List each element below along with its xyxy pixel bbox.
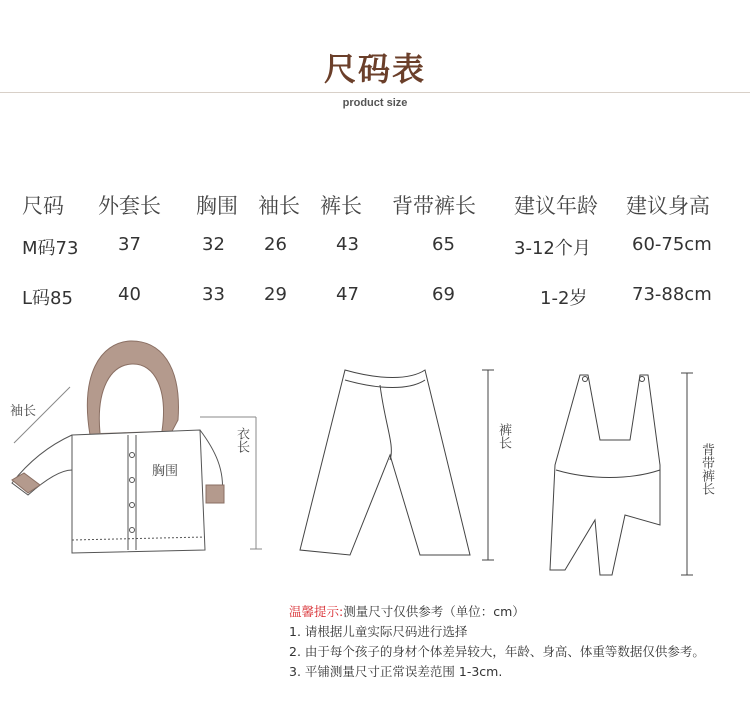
cell-overalls: 65 <box>432 234 455 255</box>
header-jacket-length: 外套长 <box>98 194 161 218</box>
jacket-length-label: 衣长 <box>234 427 249 453</box>
garment-diagrams <box>0 335 750 595</box>
page-title: 尺码表 <box>323 50 426 88</box>
cell-overalls: 69 <box>432 284 455 305</box>
chest-label: 胸围 <box>152 464 179 479</box>
cell-pants: 47 <box>336 284 359 305</box>
cell-sleeve: 29 <box>264 284 287 305</box>
note-item: 2. 由于每个孩子的身材个体差异较大，年龄、身高、体重等数据仅供参考。 <box>289 644 705 659</box>
header-size: 尺码 <box>22 194 64 218</box>
overalls-length-label: 背带裤长 <box>699 443 714 495</box>
overalls-drawing <box>550 375 660 575</box>
garment-illustrations <box>0 335 750 595</box>
header-overalls-length: 背带裤长 <box>392 194 476 218</box>
pants-length-label: 裤长 <box>496 423 511 449</box>
notes-heading-line <box>289 602 705 622</box>
cell-jacket: 40 <box>118 284 141 305</box>
notes-heading-rest: 测量尺寸仅供参考（单位：cm） <box>343 604 525 619</box>
note-item: 3. 平铺测量尺寸正常误差范围 1-3cm. <box>289 664 503 679</box>
notes-heading: 温馨提示: <box>289 604 344 619</box>
note-item: 1. 请根据儿童实际尺码进行选择 <box>289 624 468 639</box>
header-sleeve: 袖长 <box>258 194 300 218</box>
cell-size: M码73 <box>22 238 79 259</box>
title-divider <box>0 92 750 93</box>
table-header-row <box>22 190 732 238</box>
cell-age: 3-12个月 <box>514 238 591 259</box>
table-row <box>22 284 732 334</box>
cell-sleeve: 26 <box>264 234 287 255</box>
table-row <box>22 234 732 284</box>
header-chest: 胸围 <box>196 194 238 218</box>
size-table <box>22 190 732 334</box>
sleeve-label: 袖长 <box>10 404 37 419</box>
cell-size: L码85 <box>22 288 73 309</box>
header-age: 建议年龄 <box>514 194 598 218</box>
cell-jacket: 37 <box>118 234 141 255</box>
cell-height: 73-88cm <box>632 284 712 305</box>
cell-pants: 43 <box>336 234 359 255</box>
cell-chest: 33 <box>202 284 225 305</box>
page-subtitle: product size <box>342 97 408 109</box>
header-pants-length: 裤长 <box>320 194 362 218</box>
cell-chest: 32 <box>202 234 225 255</box>
pants-drawing <box>300 370 470 555</box>
cell-height: 60-75cm <box>632 234 712 255</box>
cell-age: 1-2岁 <box>540 288 588 309</box>
jacket-drawing <box>12 341 224 553</box>
size-notes <box>289 602 705 682</box>
header-height: 建议身高 <box>626 194 710 218</box>
